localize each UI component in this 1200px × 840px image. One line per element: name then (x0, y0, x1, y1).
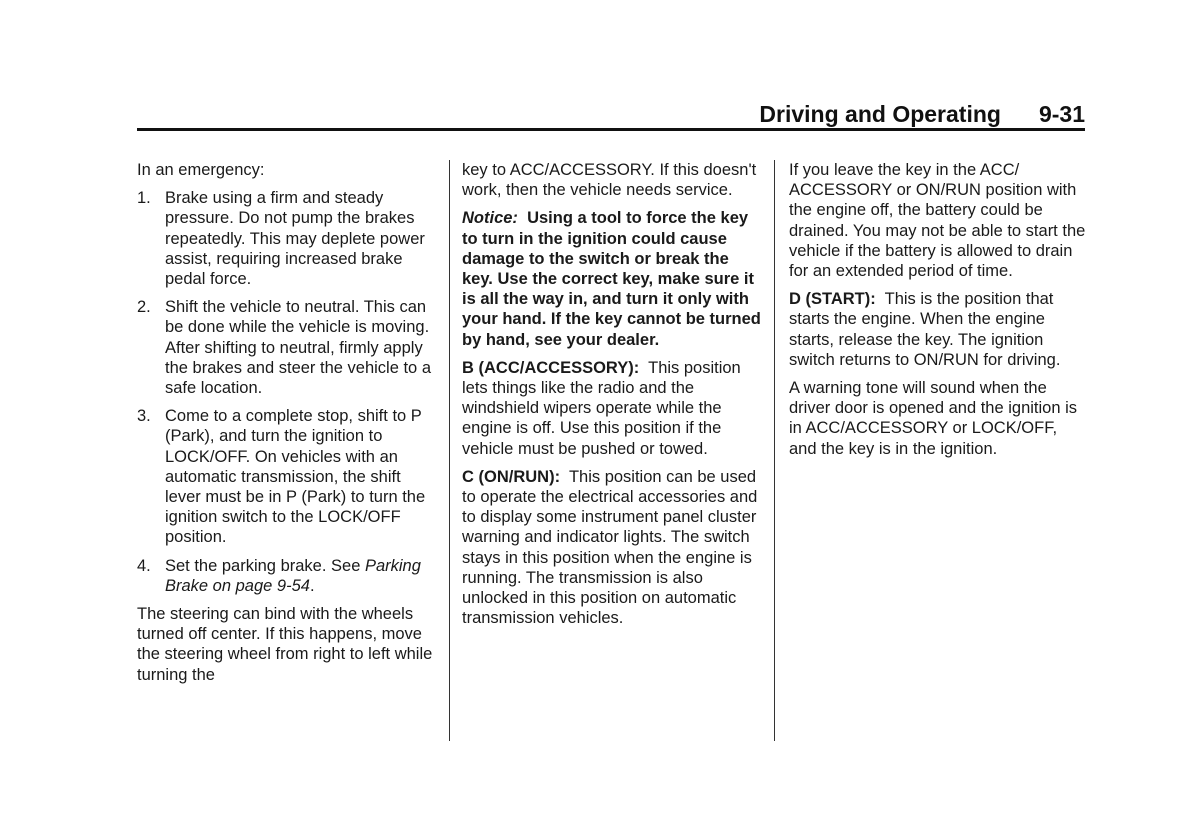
step-number: 3. (137, 407, 151, 426)
page-header (137, 98, 1085, 130)
column-divider-2 (774, 160, 775, 741)
column-divider-1 (449, 160, 450, 741)
step-4 (137, 556, 437, 596)
step-3 (137, 406, 437, 547)
column-3 (789, 160, 1089, 467)
start-paragraph (789, 289, 1089, 370)
on-run-label: C (ON/RUN): (462, 467, 561, 486)
steering-paragraph: The steering can bind with the wheels turned off center. If this happens, move the steering wheel from right to left while turning the (137, 605, 433, 684)
notice-label: Notice: (462, 209, 518, 228)
header-rule (137, 128, 1085, 131)
parking-brake-link[interactable]: Parking Brake on page 9-54 (165, 556, 421, 595)
step-text (165, 556, 437, 596)
header-title (759, 100, 1085, 128)
notice-text: Using a tool to force the key to turn in the ignition could cause damage to the switch or break the key. Use the correct key, make sure it is all the way in, and turn it only with your hand. If the key cannot be turned by hand, see your dealer. (462, 209, 761, 349)
step-number: 1. (137, 189, 151, 208)
continued-paragraph: key to ACC/ACCESSORY. If this doesn't work, then the vehicle needs service. (462, 161, 757, 200)
step-text: Brake using a firm and steady pressure. Do not pump the brakes repeatedly. This may deplete power assist, requiring increased brake pedal force. (165, 189, 425, 289)
on-run-text: This position can be used to operate the electrical accessories and to display some instrument panel cluster warning and indicator lights. The switch stays in this position when the engine is running. The transmission is also unlocked in this position on automatic transmission vehicles. (462, 467, 758, 628)
step-text: Come to a complete stop, shift to P (Park), and turn the ignition to LOCK/OFF. On vehicles with an automatic transmission, the shift lever must be in P (Park) to turn the ignition switch to the LOCK/OFF position. (165, 407, 426, 547)
acc-label: B (ACC/ACCESSORY): (462, 358, 640, 377)
column-1 (137, 160, 437, 693)
emergency-intro: In an emergency: (137, 161, 265, 179)
step-4-tail: . (309, 576, 315, 595)
on-run-paragraph (462, 467, 762, 629)
acc-paragraph (462, 358, 762, 459)
start-text: This is the position that starts the engine. When the engine starts, release the key. The ignition switch returns to ON/RUN for driving. (789, 290, 1061, 369)
notice-paragraph (462, 208, 762, 349)
section-title: Driving and Operating (759, 101, 1001, 127)
battery-paragraph: If you leave the key in the ACC/ ACCESSORY or ON/RUN position with the engine off, the battery could be drained. You may not be able to start the vehicle if the battery is allowed to drain for an extended period of time. (789, 161, 1086, 281)
step-text: Shift the vehicle to neutral. This can be done while the vehicle is moving. After shifting to neutral, firmly apply the brakes and steer the vehicle to a safe location. (165, 298, 431, 398)
page-number: 9-31 (1038, 101, 1085, 127)
step-number: 4. (137, 556, 151, 575)
emergency-steps (137, 188, 437, 596)
acc-text: This position lets things like the radio and the windshield wipers operate while the engine is off. Use this position if the vehicle must be pushed or towed. (462, 358, 741, 458)
start-label: D (START): (789, 290, 876, 309)
step-2 (137, 297, 437, 398)
warning-tone-paragraph: A warning tone will sound when the driver door is opened and the ignition is in ACC/ACCESSORY or LOCK/OFF, and the key is in the ignition. (789, 379, 1078, 458)
column-2 (462, 160, 762, 636)
step-4-text: Set the parking brake. See (165, 556, 365, 575)
step-number: 2. (137, 298, 151, 317)
step-1 (137, 188, 437, 289)
